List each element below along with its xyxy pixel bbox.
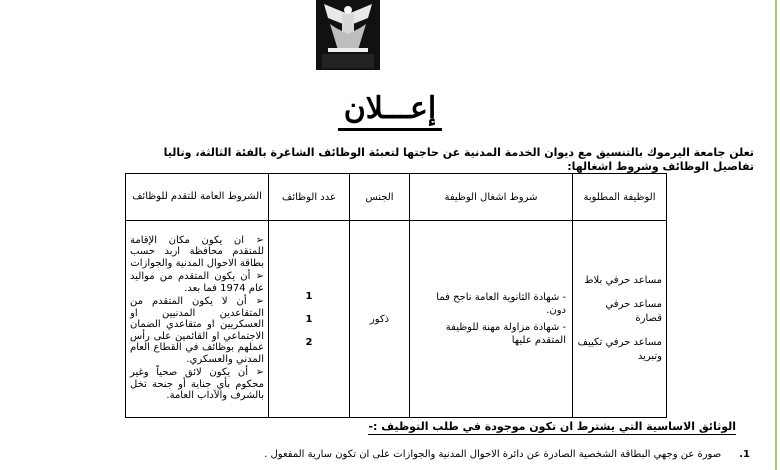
page-border xyxy=(775,0,777,470)
requirement-item: - شهادة الثانوية العامة ناجح فما دون. xyxy=(436,292,566,316)
count-item: 1 xyxy=(305,313,313,325)
header-gender: الجنس xyxy=(350,174,410,221)
page-title: إعـــلان xyxy=(338,90,443,131)
gender-cell: ذكور xyxy=(350,221,410,418)
header-general: الشروط العامة للتقدم للوظائف xyxy=(126,174,269,221)
header-job: الوظيفة المطلوبة xyxy=(573,174,667,221)
jobs-table xyxy=(125,173,667,418)
table-header-row xyxy=(126,174,667,221)
jobs-cell xyxy=(573,221,667,418)
condition-item: ➢ أن يكون المتقدم من مواليد عام 1974 فما بعد. xyxy=(130,271,264,294)
job-item: مساعد حرفي بلاط xyxy=(584,275,662,286)
intro-paragraph: تعلن جامعة اليرموك بالتنسيق مع ديوان الخدمة المدنية عن حاجتها لتعبئة الوظائف الشاغرة بالفئة الثالثة، وتاليا تفاصيل الوظائف وشروط اشغالها: xyxy=(163,146,754,173)
count-item: 1 xyxy=(305,290,313,302)
requirements-cell xyxy=(410,221,573,418)
job-item: مساعد حرفي قصارة xyxy=(605,299,662,324)
condition-item: ➢ أن لا يكون المتقدم من المتقاعدين المدنيين او العسكريين او متقاعدي الضمان الاجتماعي او القائمين على رأس عملهم بوظائف في القطاع العام المدني والعسكري. xyxy=(130,296,264,365)
condition-item: ➢ ان يكون مكان الإقامة للمتقدم محافظة اربد حسب بطاقة الاحوال المدنية والجوازات xyxy=(130,234,264,269)
general-conditions-cell xyxy=(126,221,269,418)
document-number: 1. xyxy=(739,449,750,460)
count-cell xyxy=(269,221,350,418)
university-emblem-icon xyxy=(316,0,380,70)
document-item xyxy=(190,448,750,462)
requirement-item: - شهادة مزاولة مهنة للوظيفة المتقدم عليها xyxy=(445,322,566,346)
documents-heading: الوثائق الاساسية التي يشترط ان تكون موجودة في طلب التوظيف :- xyxy=(368,420,736,433)
count-item: 2 xyxy=(305,336,313,348)
condition-item: ➢ أن يكون لائق صحياً وغير محكوم بأي جناية أو جنحة تخل بالشرف والآداب العامة. xyxy=(130,367,264,401)
header-count: عدد الوظائف xyxy=(269,174,350,221)
job-item: مساعد حرفي تكييف وتبريد xyxy=(577,337,662,362)
header-requirements: شروط اشغال الوظيفة xyxy=(410,174,573,221)
document-text: صورة عن وجهي البطاقة الشخصية الصادرة عن دائرة الاحوال المدنية والجوازات على ان تكون سارية المفعول . xyxy=(264,449,722,460)
table-row xyxy=(126,221,667,418)
